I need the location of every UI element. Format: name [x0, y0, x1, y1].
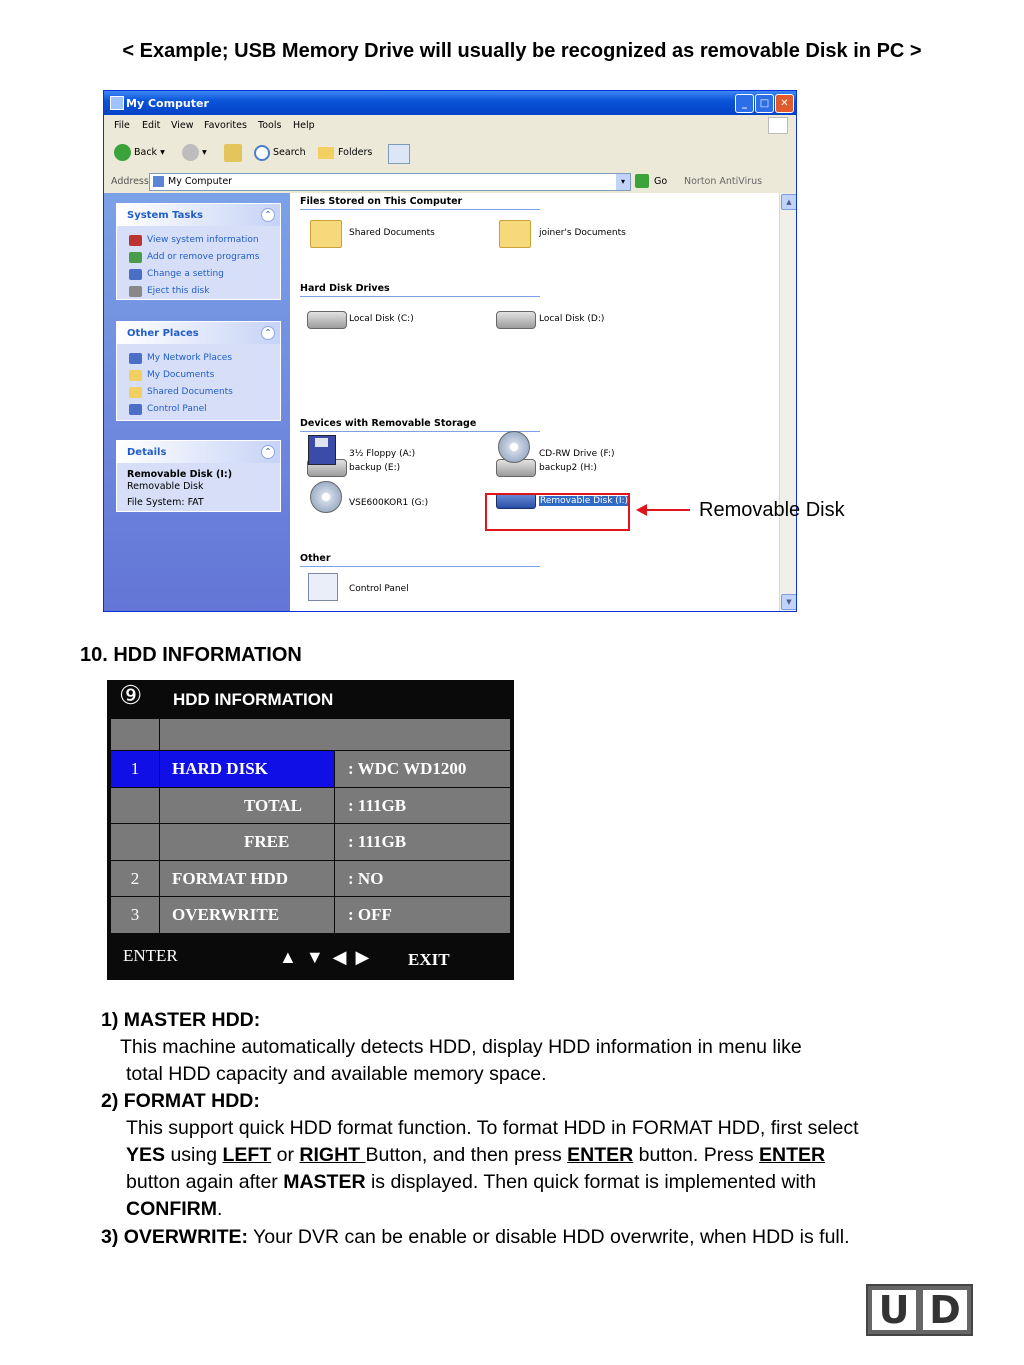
forward-button[interactable]: ▾ [182, 144, 207, 162]
my-documents-icon [129, 370, 142, 381]
control-panel-link[interactable]: Control Panel [147, 404, 207, 414]
hdd-menu-title: HDD INFORMATION [173, 690, 334, 709]
folders-icon [318, 147, 334, 159]
hdd-info-menu [107, 680, 514, 980]
menu-tools[interactable]: Tools [258, 120, 282, 131]
cd-drive-icon[interactable] [498, 431, 530, 463]
hard-disk-value: : WDC WD1200 [335, 751, 510, 787]
network-places-icon [129, 353, 142, 364]
change-setting-link[interactable]: Change a setting [147, 269, 224, 279]
system-info-icon [129, 235, 142, 246]
exit-hint[interactable]: EXIT [408, 950, 450, 969]
free-label: FREE [160, 824, 334, 860]
shared-documents-link[interactable]: Shared Documents [147, 387, 233, 397]
scroll-down-arrow-icon[interactable]: ▼ [781, 594, 797, 610]
section-other: Other [300, 553, 540, 567]
section-files-stored: Files Stored on This Computer [300, 196, 540, 210]
other-places-panel [116, 321, 281, 421]
folders-button[interactable]: Folders [318, 144, 372, 162]
folder-icon[interactable] [499, 220, 531, 248]
my-network-places-link[interactable]: My Network Places [147, 353, 233, 363]
local-disk-d-item[interactable]: Local Disk (D:) [539, 314, 605, 324]
logo-letter-u: U [872, 1290, 916, 1330]
blank-cell [160, 719, 510, 750]
format-hdd-text-3: button again after MASTER is displayed. Then quick format is implemented with [126, 1171, 817, 1193]
my-documents-link[interactable]: My Documents [147, 370, 215, 380]
address-label: Address [111, 176, 149, 187]
close-button[interactable]: ✕ [775, 94, 794, 113]
system-tasks-header[interactable]: System Tasks ⌃ [117, 204, 280, 226]
search-button[interactable]: Search [254, 144, 306, 162]
control-panel-item[interactable]: Control Panel [349, 584, 409, 594]
system-tasks-panel [116, 203, 281, 300]
example-caption: < Example; USB Memory Drive will usually be recognized as removable Disk in PC > [122, 40, 922, 62]
toolbar [104, 135, 796, 172]
go-arrow-icon[interactable] [635, 174, 649, 188]
master-hdd-heading: 1) MASTER HDD: [101, 1009, 261, 1031]
format-hdd-text-4: CONFIRM. [126, 1198, 223, 1220]
view-system-info-link[interactable]: View system information [147, 235, 259, 245]
add-remove-icon [129, 252, 142, 263]
arrow-line [645, 509, 690, 511]
control-panel-icon[interactable] [308, 573, 338, 601]
navigation-arrows-icon[interactable]: ▲ ▼ ◀ ▶ [279, 947, 372, 967]
vertical-scrollbar[interactable] [779, 193, 796, 611]
computer-icon [110, 96, 124, 110]
row-3-number: 3 [111, 897, 159, 933]
up-folder-icon[interactable] [224, 144, 242, 162]
shared-documents-item[interactable]: Shared Documents [349, 228, 435, 238]
joiners-documents-item[interactable]: joiner's Documents [539, 228, 626, 238]
window-titlebar[interactable] [104, 91, 796, 115]
shared-documents-icon [129, 387, 142, 398]
details-panel [116, 440, 281, 512]
master-hdd-text-1: This machine automatically detects HDD, display HDD information in menu like [120, 1036, 802, 1058]
hdd-menu-header [107, 680, 514, 718]
format-hdd-heading: 2) FORMAT HDD: [101, 1090, 260, 1112]
forward-arrow-icon [182, 144, 199, 161]
my-computer-window [103, 90, 797, 612]
cdrw-f-item[interactable]: CD-RW Drive (F:) [539, 449, 615, 459]
folder-icon[interactable] [310, 220, 342, 248]
computer-icon [153, 176, 164, 187]
other-places-header[interactable]: Other Places ⌃ [117, 322, 280, 344]
row-2-number: 2 [111, 861, 159, 896]
details-name: Removable Disk (I:) [127, 469, 233, 480]
back-arrow-icon [114, 144, 131, 161]
menu-file[interactable]: File [114, 120, 130, 131]
file-view [290, 193, 780, 611]
format-hdd-label[interactable]: FORMAT HDD [160, 861, 334, 896]
menu-view[interactable]: View [171, 120, 194, 131]
local-disk-c-item[interactable]: Local Disk (C:) [349, 314, 414, 324]
search-icon [254, 145, 270, 161]
menu-help[interactable]: Help [293, 120, 315, 131]
removable-disk-i-item[interactable]: Removable Disk (I:) [540, 496, 629, 506]
address-bar [104, 171, 796, 194]
menu-bar [104, 115, 796, 136]
hard-disk-label[interactable]: HARD DISK [160, 751, 334, 787]
format-hdd-value[interactable]: : NO [335, 861, 510, 896]
task-pane [104, 193, 290, 611]
floppy-disk-icon[interactable] [308, 435, 336, 465]
vse600kor1-g-item[interactable]: VSE600KOR1 (G:) [349, 498, 429, 508]
format-hdd-text-2: YES using LEFT or RIGHT Button, and then press ENTER button. Press ENTER [126, 1144, 826, 1166]
section-hard-disk-drives: Hard Disk Drives [300, 283, 540, 297]
overwrite-text: 3) OVERWRITE: Your DVR can be enable or disable HDD overwrite, when HDD is full. [101, 1226, 850, 1248]
row-1-number: 1 [111, 751, 159, 787]
details-filesystem: File System: FAT [127, 497, 204, 508]
cd-drive-icon[interactable] [310, 481, 342, 513]
blank-cell [111, 824, 159, 860]
format-hdd-text-1: This support quick HDD format function. To format HDD in FORMAT HDD, first select [126, 1117, 859, 1139]
section-heading: 10. HDD INFORMATION [80, 644, 302, 666]
views-button[interactable] [388, 144, 410, 164]
add-remove-programs-link[interactable]: Add or remove programs [147, 252, 260, 262]
maximize-button[interactable]: □ [755, 94, 774, 113]
scroll-up-arrow-icon[interactable]: ▲ [781, 194, 797, 210]
window-title: My Computer [126, 97, 209, 110]
removable-disk-callout: Removable Disk [699, 499, 845, 521]
eject-disk-link[interactable]: Eject this disk [147, 286, 210, 296]
collapse-chevron-icon[interactable]: ⌃ [261, 326, 275, 340]
menu-edit[interactable]: Edit [142, 120, 161, 131]
go-button[interactable]: Go [654, 176, 668, 187]
floppy-a-item[interactable]: 3½ Floppy (A:) [349, 449, 416, 459]
total-label: TOTAL [160, 788, 334, 823]
logo-letter-d: D [923, 1290, 967, 1330]
collapse-chevron-icon[interactable]: ⌃ [261, 445, 275, 459]
backup2-h-item[interactable]: backup2 (H:) [539, 463, 597, 473]
blank-cell [111, 788, 159, 823]
menu-favorites[interactable]: Favorites [204, 120, 247, 131]
free-value: : 111GB [335, 824, 510, 860]
master-hdd-text-2: total HDD capacity and available memory space. [126, 1063, 547, 1085]
control-panel-icon [129, 269, 142, 280]
windows-flag-icon [768, 117, 788, 134]
details-type: Removable Disk [127, 481, 204, 492]
eject-icon [129, 286, 142, 297]
overwrite-value[interactable]: : OFF [335, 897, 510, 933]
details-header[interactable]: Details ⌃ [117, 441, 280, 463]
highlight-box [485, 493, 630, 531]
backup-e-item[interactable]: backup (E:) [349, 463, 401, 473]
control-panel-icon [129, 404, 142, 415]
minimize-button[interactable]: _ [735, 94, 754, 113]
address-input[interactable]: My Computer ▾ [149, 173, 631, 191]
enter-hint[interactable]: ENTER [123, 946, 178, 965]
total-value: : 111GB [335, 788, 510, 823]
section-removable-storage: Devices with Removable Storage [300, 418, 540, 432]
hard-drive-icon[interactable] [307, 311, 347, 329]
norton-antivirus-label[interactable]: Norton AntiVirus [684, 176, 763, 187]
overwrite-label[interactable]: OVERWRITE [160, 897, 334, 933]
back-button[interactable]: Back ▾ [114, 144, 165, 162]
blank-cell [111, 719, 159, 750]
hard-drive-icon[interactable] [496, 311, 536, 329]
menu-number-badge: ⑨ [119, 680, 143, 710]
ud-logo [866, 1284, 973, 1336]
dropdown-arrow-icon[interactable]: ▾ [616, 174, 630, 190]
collapse-chevron-icon[interactable]: ⌃ [261, 208, 275, 222]
